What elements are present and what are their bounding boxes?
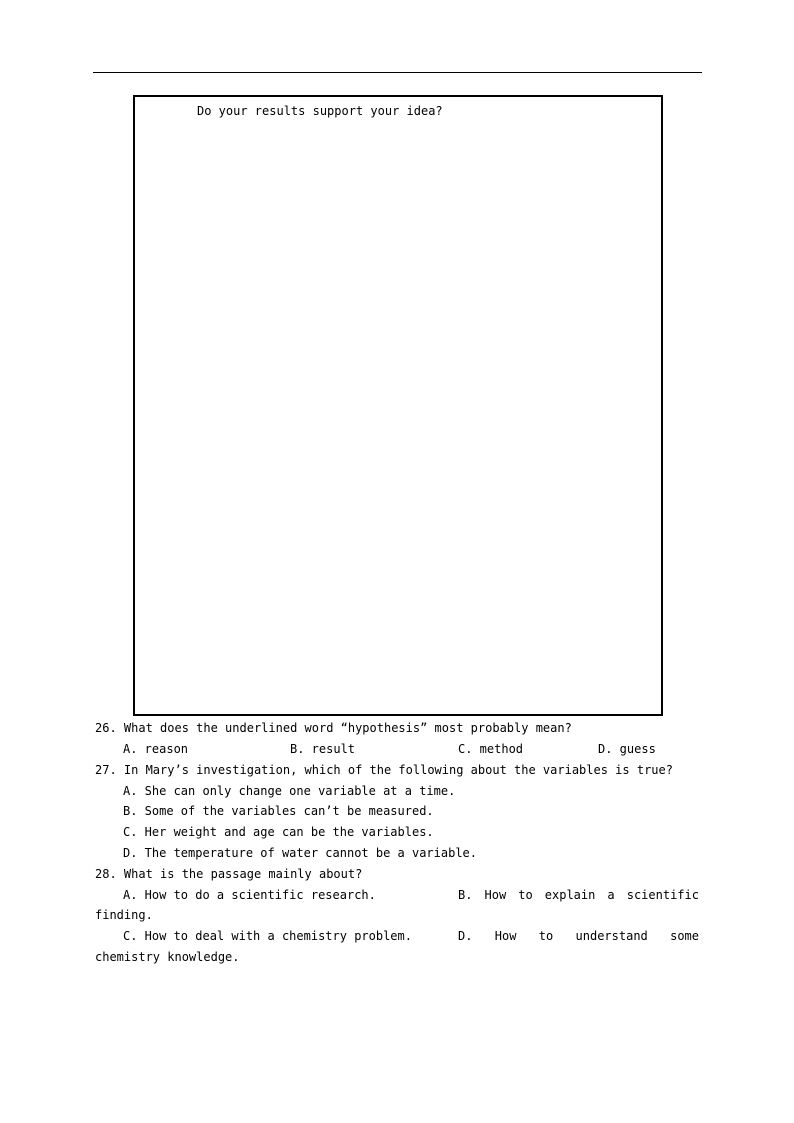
question-28-option-b-continuation: finding. xyxy=(95,908,153,922)
word: scientific xyxy=(626,888,699,902)
question-28-option-c: C. How to deal with a chemistry problem. xyxy=(123,929,412,943)
header-rule xyxy=(93,72,702,73)
word: How xyxy=(484,888,507,902)
question-27-option-c: C. Her weight and age can be the variables. xyxy=(123,825,434,839)
word: How xyxy=(494,929,517,943)
question-26-option-b: B. result xyxy=(290,742,356,756)
question-28-option-d-continuation: chemistry knowledge. xyxy=(95,950,240,964)
question-26-option-d: D. guess xyxy=(598,742,656,756)
word: some xyxy=(670,929,699,943)
word: to xyxy=(538,929,554,943)
word: explain xyxy=(544,888,596,902)
word: understand xyxy=(575,929,648,943)
word: to xyxy=(518,888,533,902)
passage-box xyxy=(133,95,663,716)
question-26-stem: 26. What does the underlined word “hypothesis” most probably mean? xyxy=(95,721,572,735)
word: a xyxy=(607,888,615,902)
question-26-option-a: A. reason xyxy=(123,742,189,756)
question-28-option-b xyxy=(458,888,699,902)
question-27-stem: 27. In Mary’s investigation, which of the following about the variables is true? xyxy=(95,763,673,777)
word: B. xyxy=(458,888,473,902)
question-28-option-a: A. How to do a scientific research. xyxy=(123,888,376,902)
question-27-option-b: B. Some of the variables can’t be measured. xyxy=(123,804,434,818)
question-28-stem: 28. What is the passage mainly about? xyxy=(95,867,363,881)
question-27-option-a: A. She can only change one variable at a time. xyxy=(123,784,456,798)
question-27-option-d: D. The temperature of water cannot be a variable. xyxy=(123,846,478,860)
passage-box-text: Do your results support your idea? xyxy=(197,104,443,118)
word: D. xyxy=(458,929,473,943)
question-26-option-c: C. method xyxy=(458,742,524,756)
question-28-option-d xyxy=(458,929,699,943)
